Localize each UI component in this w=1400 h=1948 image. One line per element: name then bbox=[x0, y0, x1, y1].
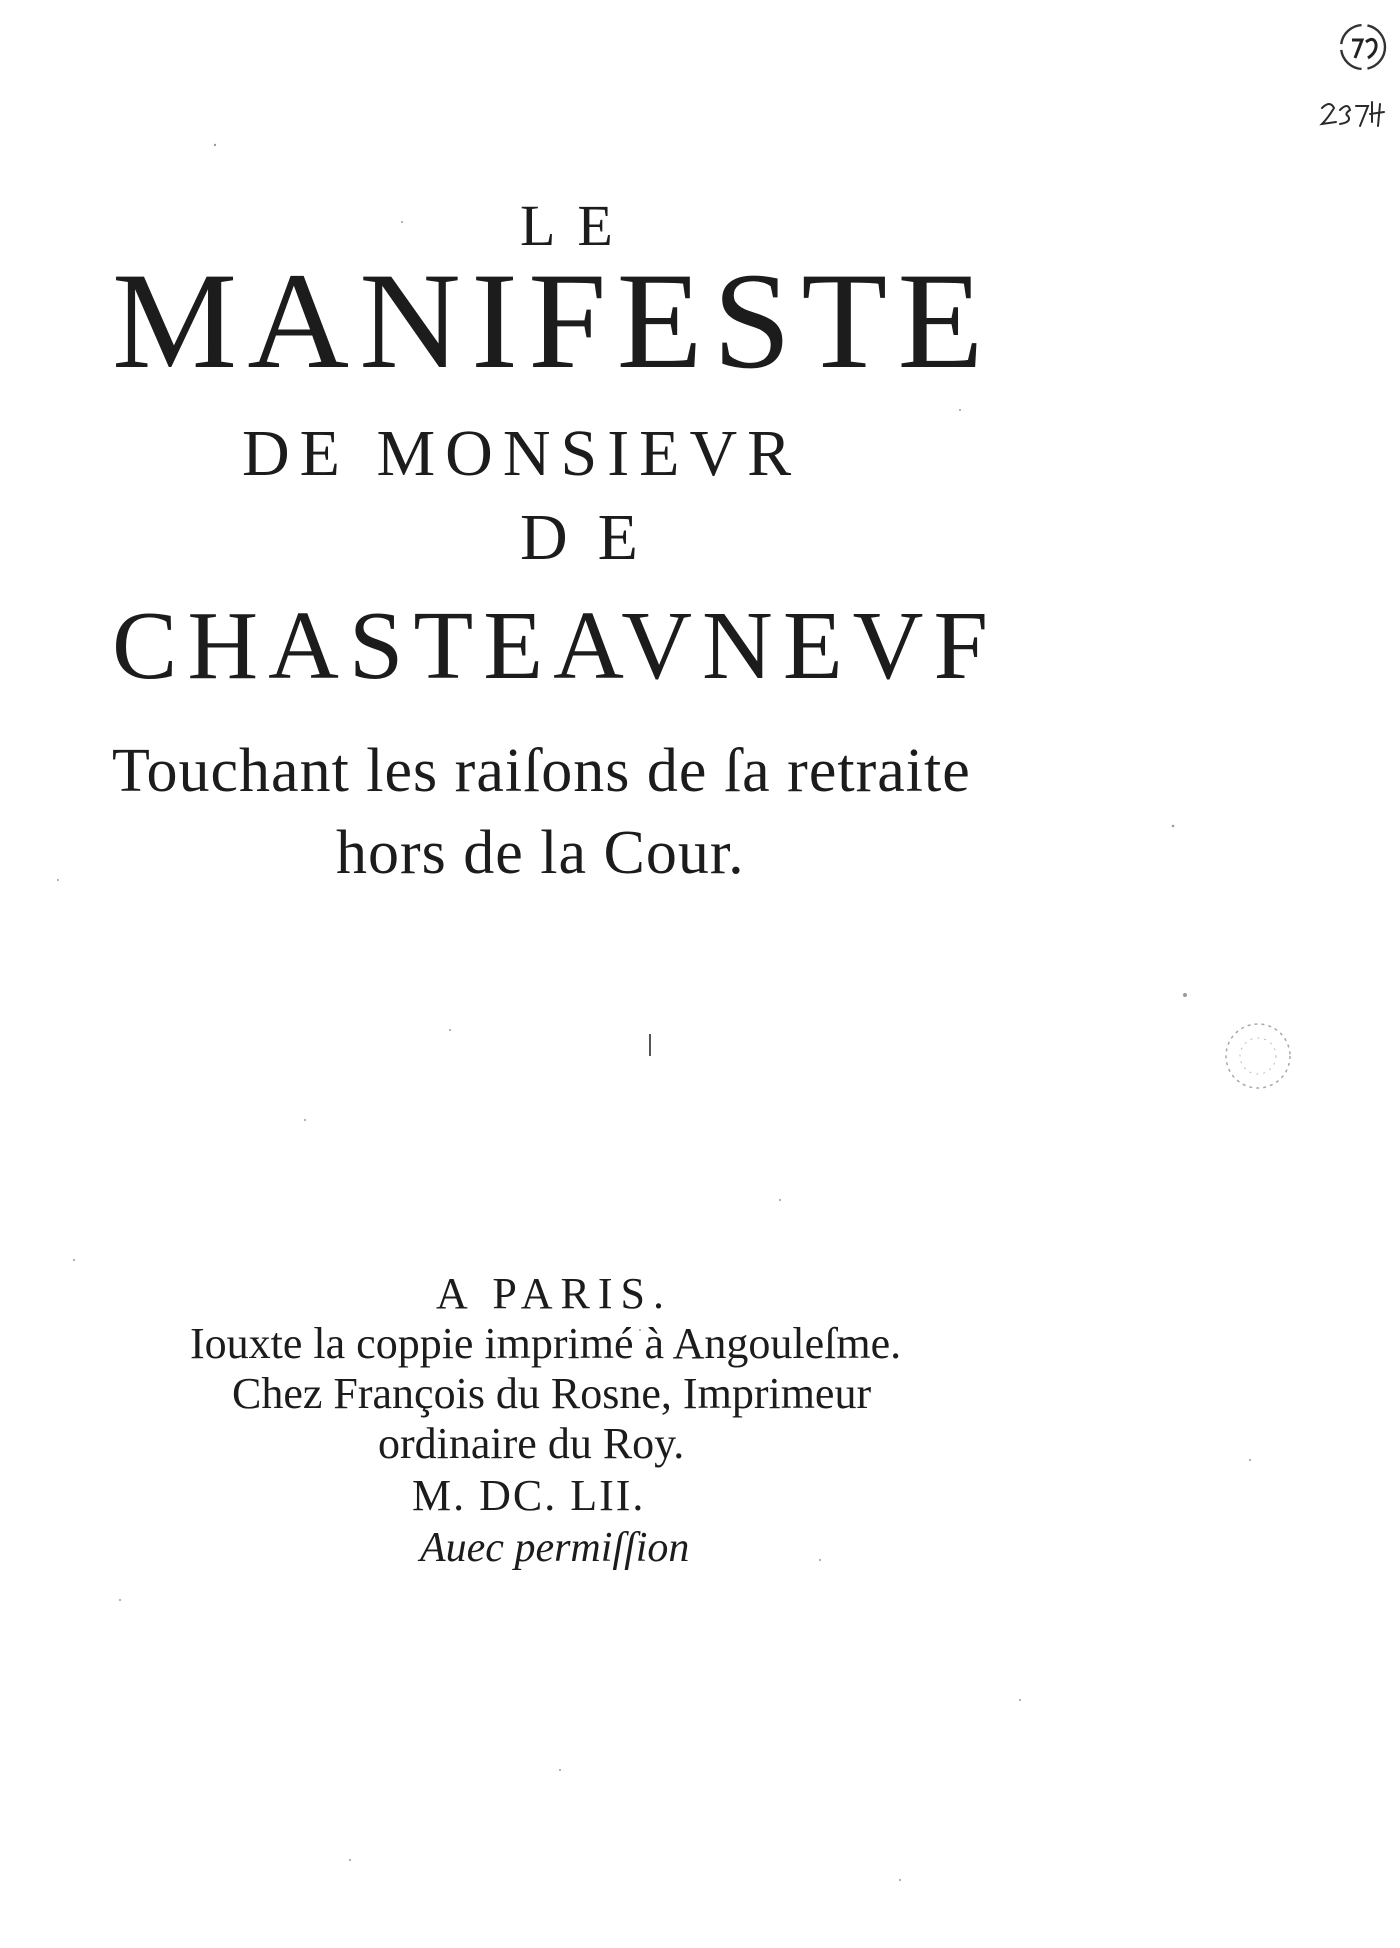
imprint-place: A PARIS. bbox=[436, 1269, 673, 1318]
faint-stamp bbox=[1218, 1016, 1298, 1096]
subtitle-line-2: hors de la Cour. bbox=[336, 819, 745, 887]
library-stamp bbox=[1336, 20, 1390, 74]
shelf-mark-handwriting bbox=[1318, 96, 1388, 130]
imprint-line-2: Chez François du Rosne, Imprimeur bbox=[232, 1369, 872, 1418]
title-main: MANIFESTE bbox=[112, 244, 994, 397]
imprint-year: M. DC. LII. bbox=[412, 1471, 646, 1520]
title-de: DE bbox=[520, 501, 668, 574]
imprint-permission: Auec permiſſion bbox=[420, 1525, 690, 1571]
title-de-monsieur: DE MONSIEVR bbox=[242, 417, 802, 490]
subtitle-line-1: Touchant les raiſons de ſa retraite bbox=[112, 737, 971, 805]
title-article: LE bbox=[520, 193, 635, 258]
imprint-line-3: ordinaire du Roy. bbox=[378, 1419, 685, 1468]
imprint-line-1: Iouxte la coppie imprimé à Angouleſme. bbox=[190, 1319, 902, 1368]
title-name: CHASTEAVNEVF bbox=[112, 592, 998, 700]
